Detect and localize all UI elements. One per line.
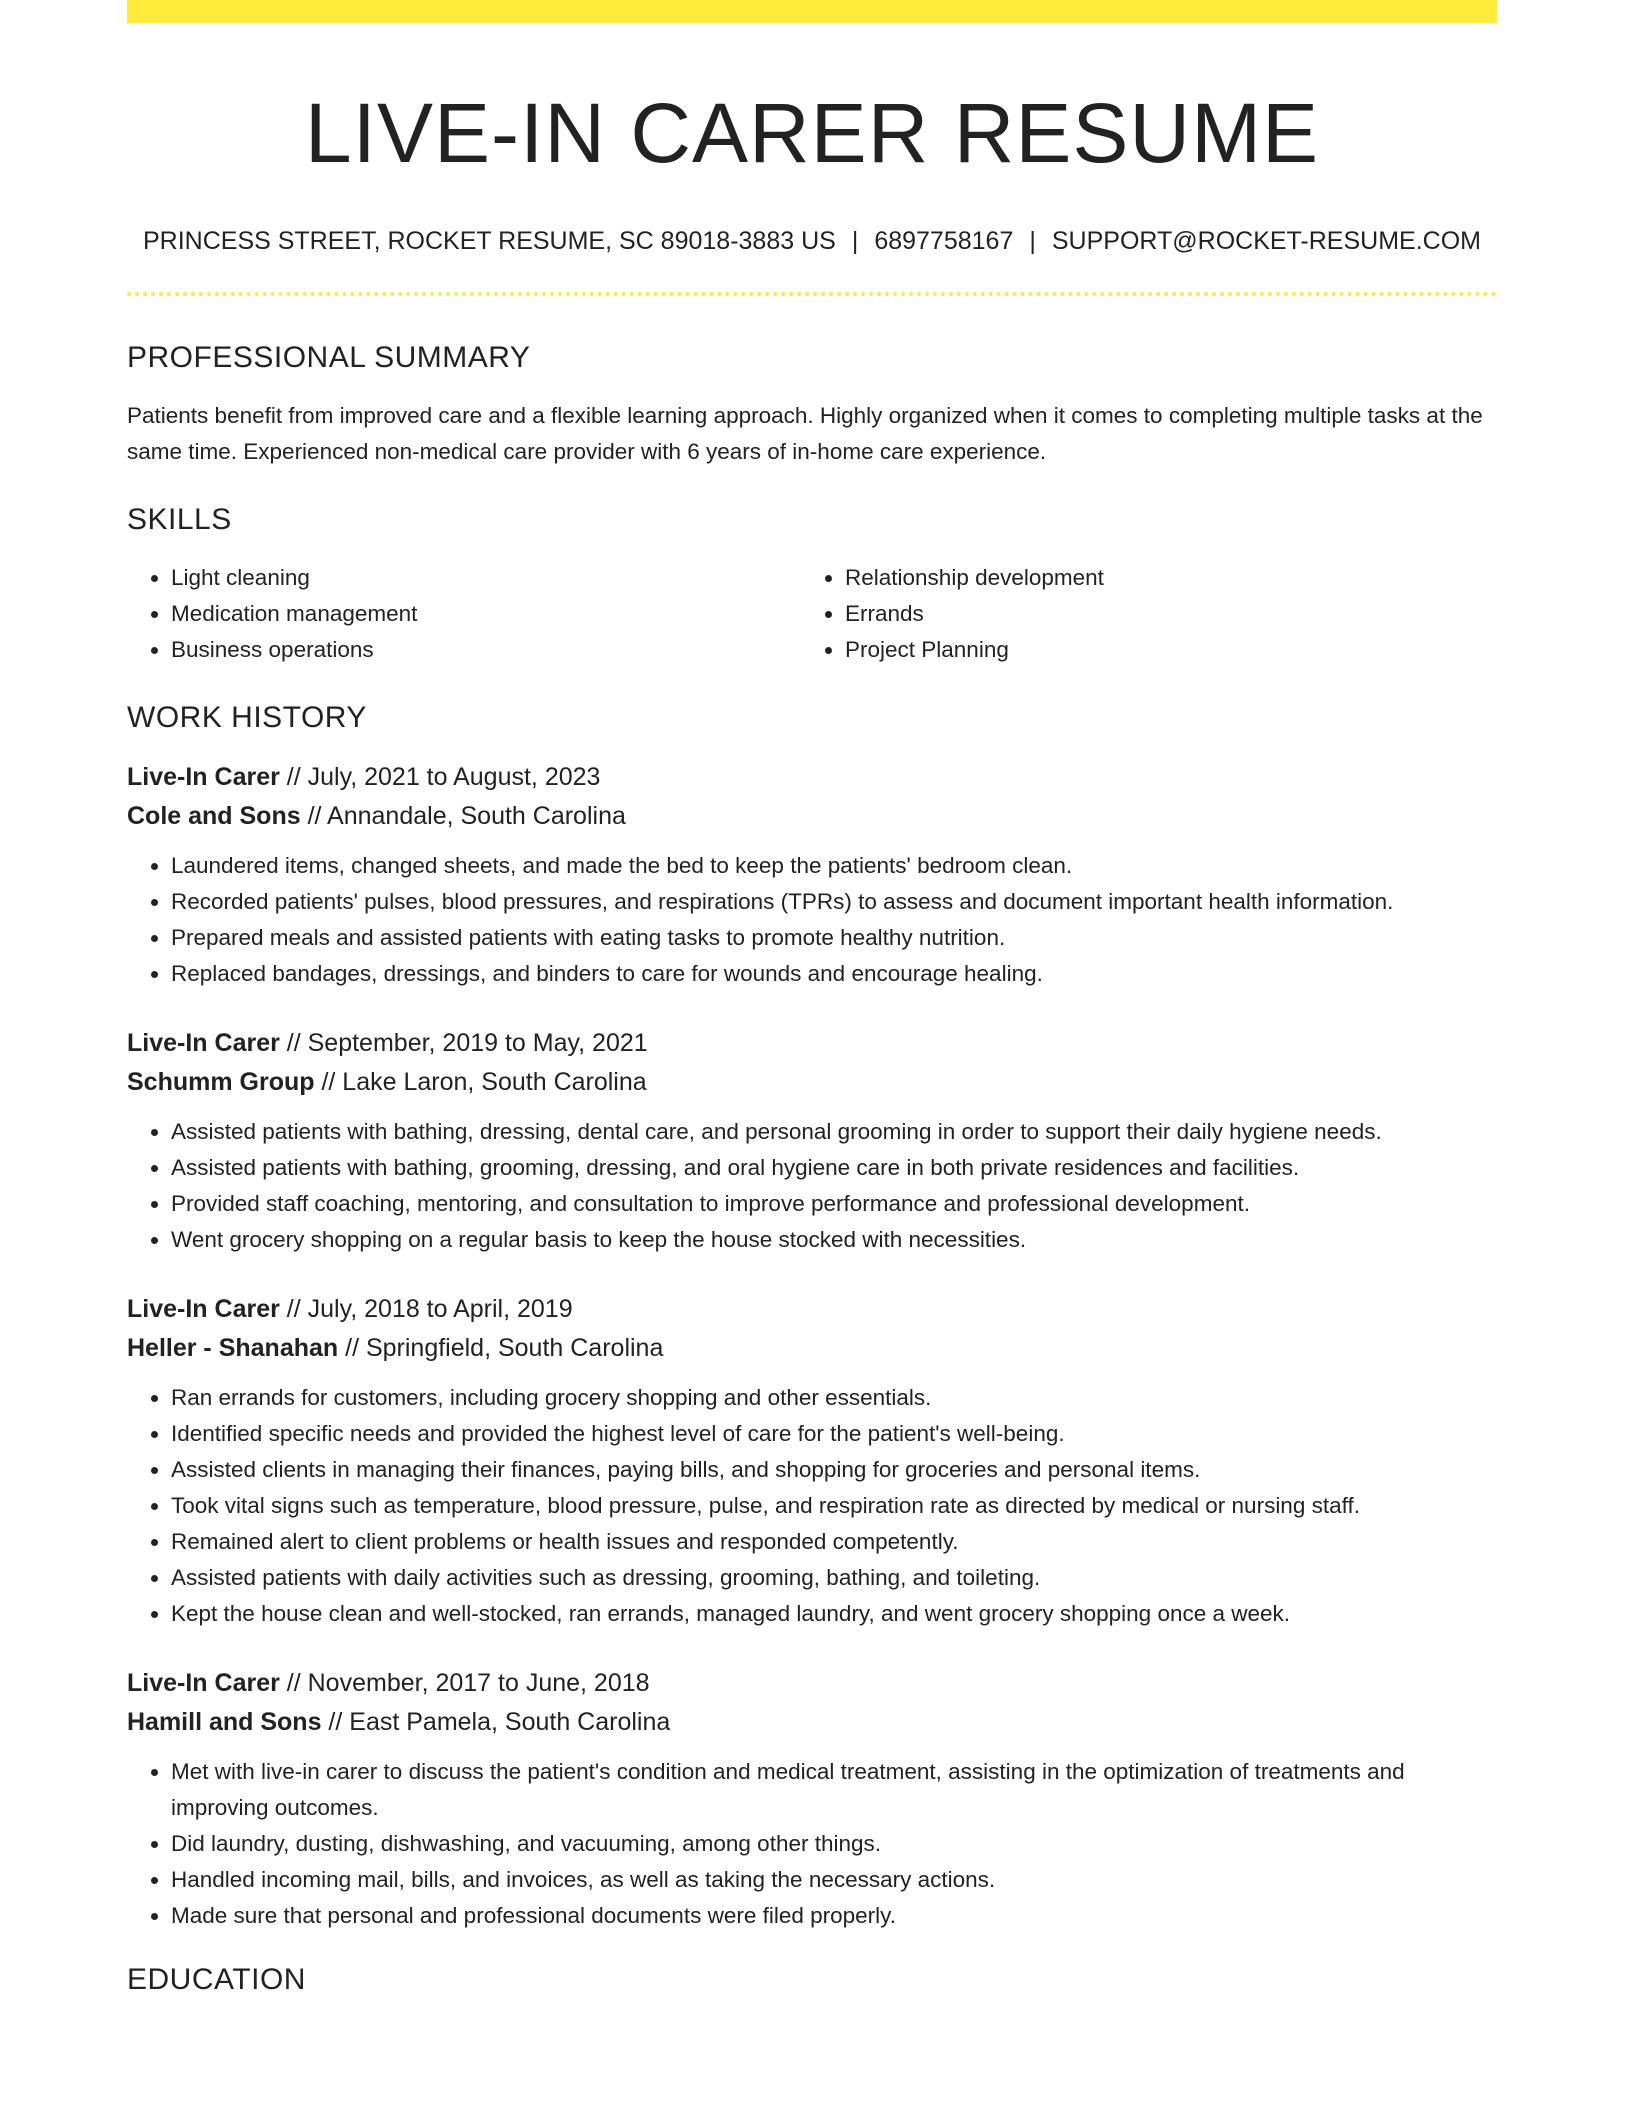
skills-heading: SKILLS (127, 502, 232, 536)
contact-phone: 6897758167 (874, 226, 1014, 255)
job-company-line (127, 1703, 1497, 1742)
job-bullet: • Assisted patients with daily activities such as dressing, grooming, bathing, and toileting. (171, 1560, 1497, 1596)
job-company: Hamill and Sons (127, 1707, 322, 1736)
job-location: // East Pamela, South Carolina (321, 1707, 671, 1736)
contact-separator: | (1029, 226, 1036, 255)
job-bullets (127, 1114, 1497, 1258)
job-bullet: • Remained alert to client problems or health issues and responded competently. (171, 1524, 1497, 1560)
skill-item: • Business operations (171, 632, 801, 668)
skills-column-left (127, 560, 801, 668)
summary-heading: PROFESSIONAL SUMMARY (127, 340, 531, 374)
job-bullets (127, 1754, 1497, 1934)
job-bullet: • Provided staff coaching, mentoring, and consultation to improve performance and professional development. (171, 1186, 1497, 1222)
job-entry (127, 1024, 1497, 1258)
job-dates: // July, 2018 to April, 2019 (279, 1294, 573, 1323)
job-title-line (127, 1664, 1497, 1703)
job-bullet: • Met with live-in carer to discuss the patient's condition and medical treatment, assisting in the optimization of treatments and improving outcomes. (171, 1754, 1497, 1826)
job-bullet: • Laundered items, changed sheets, and made the bed to keep the patients' bedroom clean. (171, 848, 1497, 884)
top-accent-bar (127, 0, 1497, 23)
job-entry (127, 1290, 1497, 1632)
job-bullet: • Went grocery shopping on a regular basis to keep the house stocked with necessities. (171, 1222, 1497, 1258)
job-bullet: • Assisted patients with bathing, dressing, dental care, and personal grooming in order to support their daily hygiene needs. (171, 1114, 1497, 1150)
work-history-heading: WORK HISTORY (127, 700, 367, 734)
job-company: Heller - Shanahan (127, 1333, 339, 1362)
summary-text: Patients benefit from improved care and a flexible learning approach. Highly organized when it comes to completing multiple tasks at the same time. Experienced non-medical care provider with 6 years of in-home care experience. (127, 402, 1483, 464)
job-company-line (127, 1063, 1497, 1102)
job-company-line (127, 797, 1497, 836)
job-bullet: • Took vital signs such as temperature, blood pressure, pulse, and respiration rate as directed by medical or nursing staff. (171, 1488, 1497, 1524)
job-location: // Springfield, South Carolina (338, 1333, 664, 1362)
contact-address: PRINCESS STREET, ROCKET RESUME, SC 89018-3883 US (142, 226, 836, 255)
skill-item: • Medication management (171, 596, 801, 632)
job-bullets (127, 848, 1497, 992)
job-title-line (127, 1024, 1497, 1063)
job-bullet: • Recorded patients' pulses, blood pressures, and respirations (TPRs) to assess and document important health information. (171, 884, 1497, 920)
job-bullet: • Replaced bandages, dressings, and binders to care for wounds and encourage healing. (171, 956, 1497, 992)
job-company: Schumm Group (127, 1067, 315, 1096)
job-title-line (127, 758, 1497, 797)
resume-title: LIVE-IN CARER RESUME (304, 86, 1320, 180)
job-bullet: • Assisted clients in managing their finances, paying bills, and shopping for groceries and personal items. (171, 1452, 1497, 1488)
job-bullet: • Kept the house clean and well-stocked, ran errands, managed laundry, and went grocery shopping once a week. (171, 1596, 1497, 1632)
job-bullet: • Prepared meals and assisted patients with eating tasks to promote healthy nutrition. (171, 920, 1497, 956)
skill-item: • Errands (845, 596, 1475, 632)
skill-item: • Light cleaning (171, 560, 801, 596)
job-entry (127, 758, 1497, 992)
job-title: Live-In Carer (127, 1294, 280, 1323)
job-bullet: • Ran errands for customers, including grocery shopping and other essentials. (171, 1380, 1497, 1416)
job-location: // Lake Laron, South Carolina (314, 1067, 647, 1096)
job-title: Live-In Carer (127, 1028, 280, 1057)
job-bullet: • Identified specific needs and provided the highest level of care for the patient's well-being. (171, 1416, 1497, 1452)
contact-email: SUPPORT@ROCKET-RESUME.COM (1051, 226, 1481, 255)
job-title-line (127, 1290, 1497, 1329)
job-title: Live-In Carer (127, 762, 280, 791)
job-bullet: • Did laundry, dusting, dishwashing, and vacuuming, among other things. (171, 1826, 1497, 1862)
job-company: Cole and Sons (127, 801, 301, 830)
job-bullet: • Handled incoming mail, bills, and invoices, as well as taking the necessary actions. (171, 1862, 1497, 1898)
skill-item: • Relationship development (845, 560, 1475, 596)
dotted-divider (127, 292, 1497, 296)
education-heading: EDUCATION (127, 1962, 306, 1996)
contact-line (127, 226, 1497, 256)
job-bullet: • Assisted patients with bathing, grooming, dressing, and oral hygiene care in both private residences and facilities. (171, 1150, 1497, 1186)
job-bullet: • Made sure that personal and professional documents were filed properly. (171, 1898, 1497, 1934)
job-dates: // November, 2017 to June, 2018 (279, 1668, 650, 1697)
job-entry (127, 1664, 1497, 1934)
job-bullets (127, 1380, 1497, 1632)
job-dates: // September, 2019 to May, 2021 (279, 1028, 648, 1057)
job-company-line (127, 1329, 1497, 1368)
resume-page (127, 0, 1497, 1998)
skills-list (127, 560, 1497, 668)
job-title: Live-In Carer (127, 1668, 280, 1697)
contact-separator: | (851, 226, 859, 255)
job-location: // Annandale, South Carolina (300, 801, 626, 830)
skill-item: • Project Planning (845, 632, 1475, 668)
job-dates: // July, 2021 to August, 2023 (279, 762, 601, 791)
skills-column-right (801, 560, 1475, 668)
